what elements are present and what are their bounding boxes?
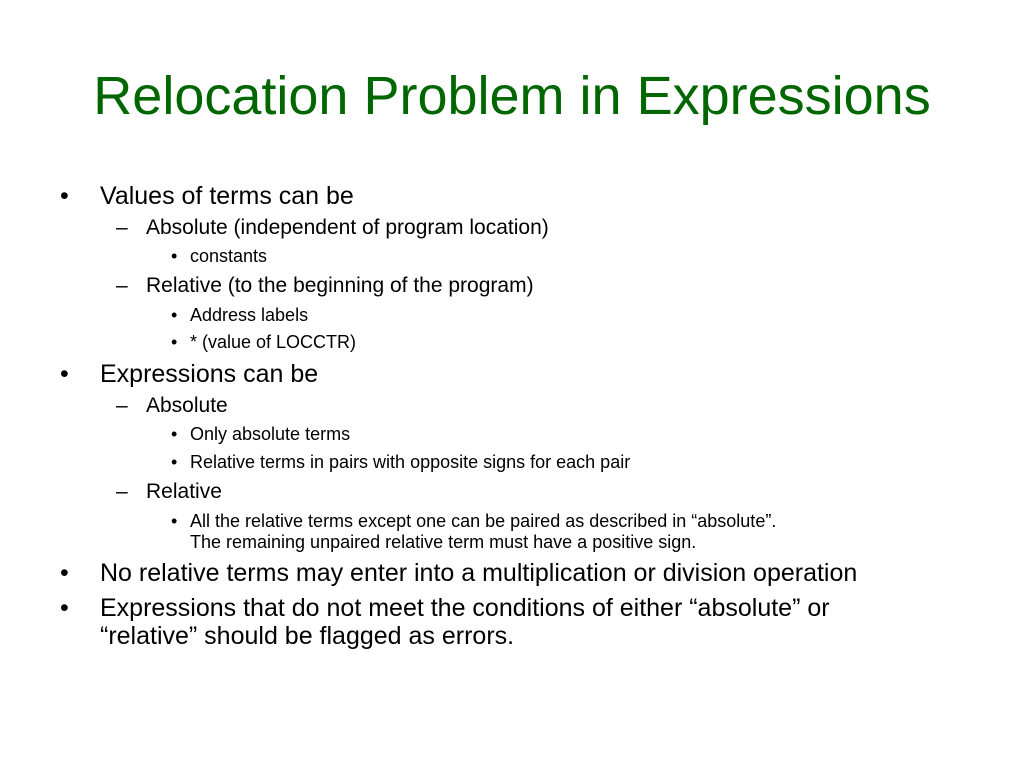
sub-bullet-item: Absolute (independent of program location) (146, 216, 549, 239)
dash-marker: – (116, 216, 128, 239)
sub-sub-bullet-item: Relative terms in pairs with opposite signs for each pair (190, 452, 631, 472)
sub-sub-bullet-item: Only absolute terms (190, 424, 351, 444)
sub-sub-bullet-item: constants (190, 246, 268, 266)
bullet-marker: • (171, 332, 178, 352)
bullet-item: No relative terms may enter into a multiplication or division operation (100, 559, 858, 587)
bullet-item: Expressions can be (100, 360, 319, 388)
bullet-marker: • (171, 305, 178, 325)
bullet-marker: • (60, 559, 69, 587)
bullet-marker: • (171, 246, 178, 266)
bullet-marker: • (60, 360, 69, 388)
sub-sub-bullet-item: Address labels (190, 305, 309, 325)
bullet-marker: • (171, 452, 178, 472)
dash-marker: – (116, 480, 128, 503)
sub-sub-bullet-item: * (value of LOCCTR) (190, 332, 357, 352)
bullet-continuation: “relative” should be flagged as errors. (100, 622, 515, 650)
slide-title: Relocation Problem in Expressions (93, 66, 931, 126)
sub-sub-bullet-continuation: The remaining unpaired relative term must have a positive sign. (190, 532, 697, 552)
bullet-marker: • (60, 182, 69, 210)
sub-bullet-item: Absolute (146, 394, 228, 417)
bullet-marker: • (171, 424, 178, 444)
bullet-marker: • (60, 594, 69, 622)
sub-bullet-item: Relative (to the beginning of the program) (146, 274, 534, 297)
dash-marker: – (116, 394, 128, 417)
dash-marker: – (116, 274, 128, 297)
bullet-item: Expressions that do not meet the conditions of either “absolute” or (100, 594, 830, 622)
sub-bullet-item: Relative (146, 480, 222, 503)
sub-sub-bullet-item: All the relative terms except one can be paired as described in “absolute”. (190, 511, 777, 531)
bullet-item: Values of terms can be (100, 182, 354, 210)
bullet-marker: • (171, 511, 178, 531)
